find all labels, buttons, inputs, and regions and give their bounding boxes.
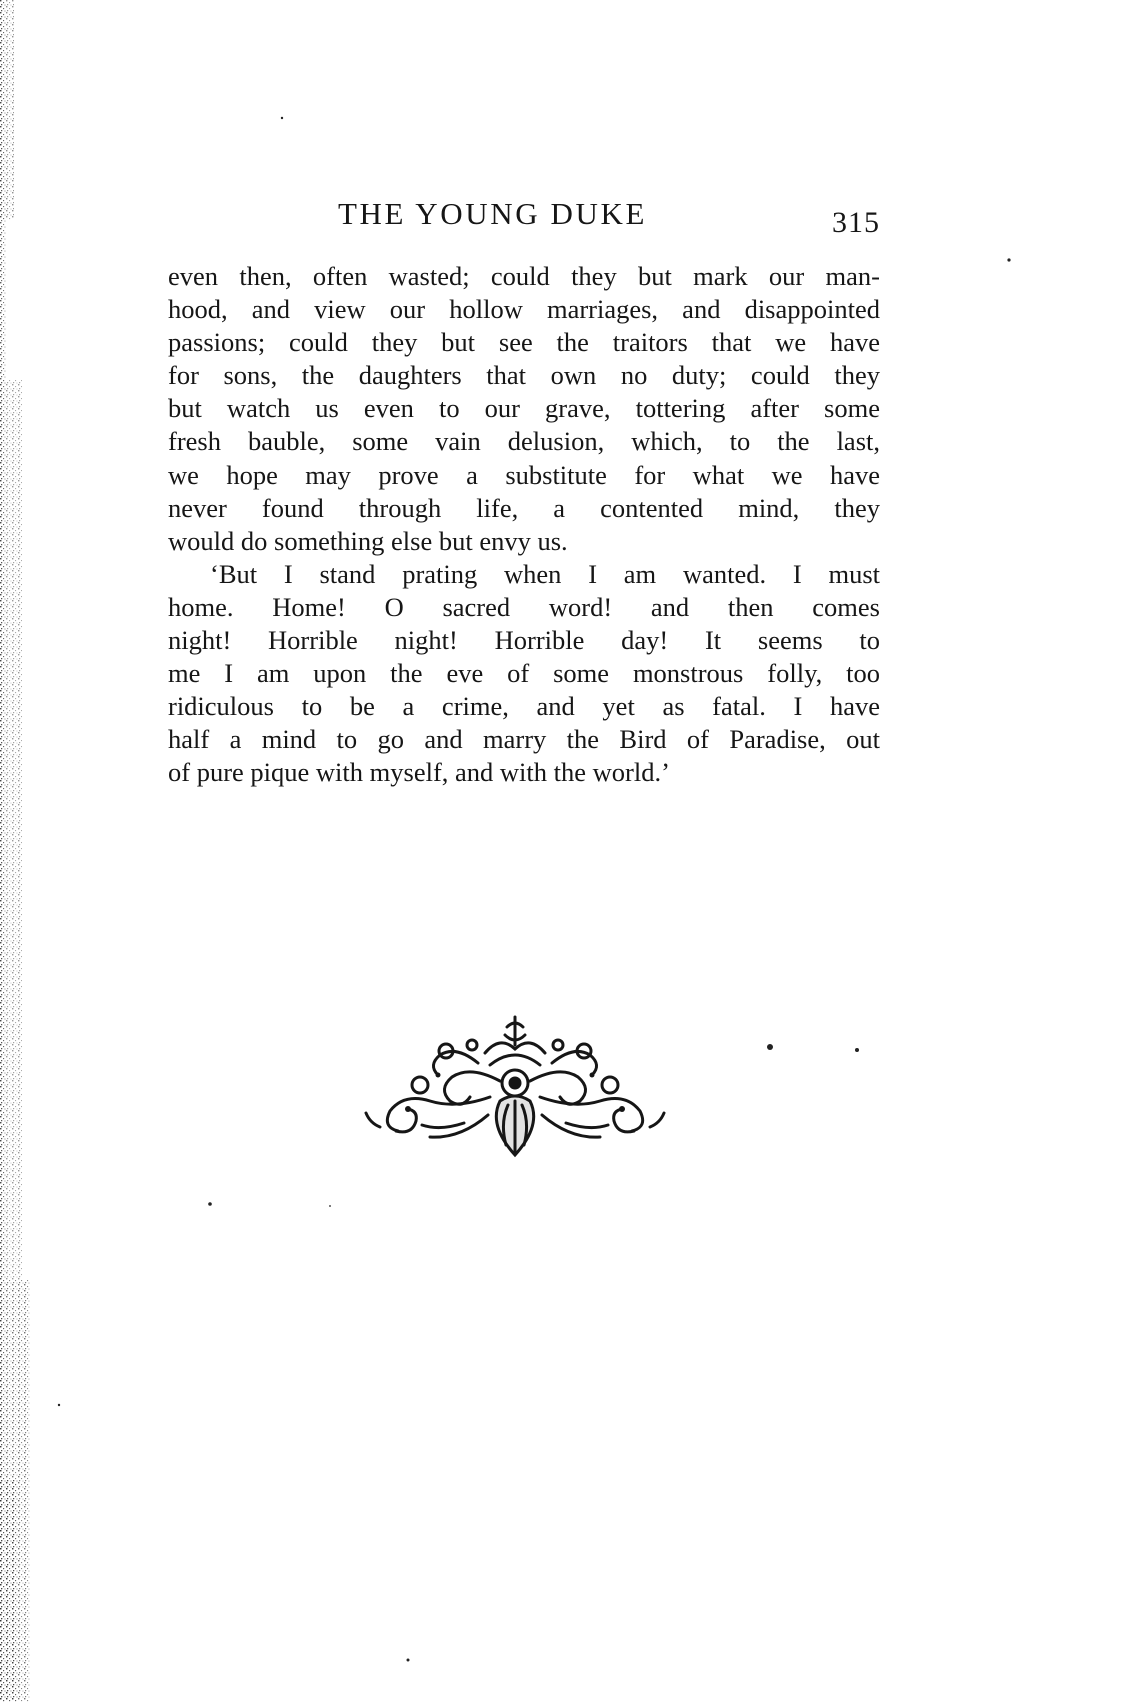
text-line: hood, and view our hollow marriages, and disappointed <box>168 294 880 325</box>
text-line: half a mind to go and marry the Bird of Paradise, out <box>168 724 880 755</box>
text-line: even then, often wasted; could they but mark our man- <box>168 261 880 291</box>
tailpiece-ornament <box>360 1005 670 1165</box>
page-number: 315 <box>832 206 880 239</box>
running-head <box>168 192 880 242</box>
text-line: passions; could they but see the traitors that we have <box>168 327 880 358</box>
paragraph-1 <box>168 260 880 558</box>
text-line: ridiculous to be a crime, and yet as fatal. I have <box>168 691 880 722</box>
text-line: we hope may prove a substitute for what we have <box>168 459 880 490</box>
text-line: but watch us even to our grave, tottering after some <box>168 393 880 424</box>
text-line: of pure pique with myself, and with the world.’ <box>168 757 670 788</box>
text-line: me I am upon the eve of some monstrous folly, too <box>168 658 880 689</box>
text-line: home. Home! O sacred word! and then comes <box>168 591 880 622</box>
text-line: ‘But I stand prating when I am wanted. I must <box>210 558 880 589</box>
running-title: THE YOUNG DUKE <box>338 196 648 231</box>
text-line: never found through life, a contented mind, they <box>168 492 880 523</box>
page-edge-shadow <box>0 0 34 1702</box>
text-line: for sons, the daughters that own no duty; could they <box>168 360 880 391</box>
text-line: would do something else but envy us. <box>168 525 568 556</box>
text-line: night! Horrible night! Horrible day! It seems to <box>168 625 880 656</box>
body-text <box>168 260 880 790</box>
text-line: fresh bauble, some vain delusion, which, to the last, <box>168 426 880 457</box>
paragraph-2 <box>168 558 880 790</box>
